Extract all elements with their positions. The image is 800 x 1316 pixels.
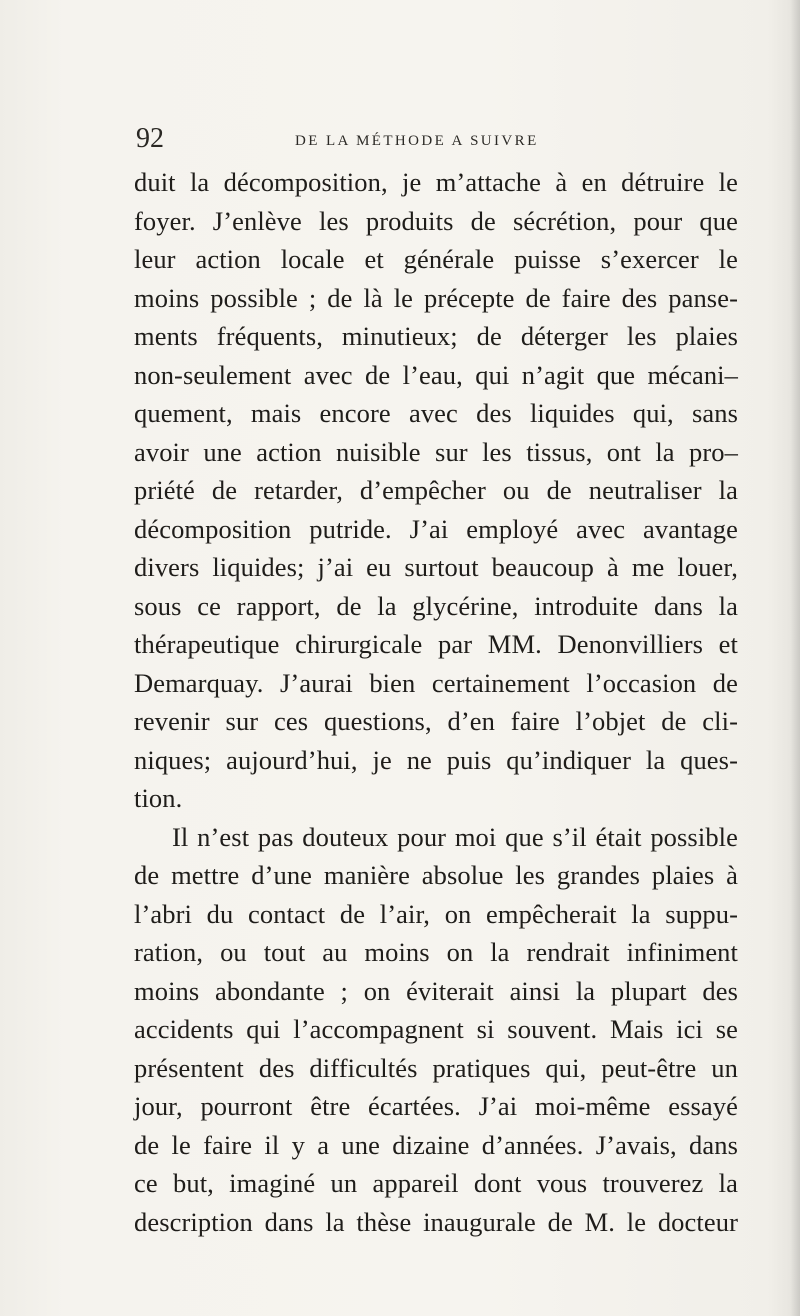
text-line: ments fréquents, minutieux; de déterger les plaies [134,321,738,351]
text-line: leur action locale et générale puisse s’exercer le [134,244,738,274]
text-line: niques; aujourd’hui, je ne puis qu’indiquer la ques- [134,744,738,775]
text-line: l’abri du contact de l’air, on empêcherait la suppu- [134,898,738,929]
text-line: décomposition putride. J’ai employé avec avantage [134,513,738,544]
text-line: thérapeutique chirurgicale par MM. Denonvilliers et [134,629,738,659]
running-title: DE LA MÉTHODE A SUIVRE [295,133,539,149]
text-line: moins abondante ; on éviterait ainsi la plupart des [134,975,738,1006]
page-number: 92 [136,123,164,154]
text-line: ce but, imaginé un appareil dont vous trouverez la [134,1168,738,1198]
text-line: non-seulement avec de l’eau, qui n’agit que mécani– [134,359,738,390]
text-line: revenir sur ces questions, d’en faire l’objet de cli- [134,706,738,736]
text-line: ration, ou tout au moins on la rendrait infiniment [134,937,738,967]
text-line: jour, pourront être écartées. J’ai moi-même essayé [134,1091,738,1121]
text-line: foyer. J’enlève les produits de sécrétion, pour que [134,205,738,236]
running-header [136,122,696,156]
paragraph-start-line: Il n’est pas douteux pour moi que s’il était possible [172,821,738,852]
text-line: description dans la thèse inaugurale de M. le docteur [134,1206,738,1237]
text-line: Demarquay. J’aurai bien certainement l’occasion de [134,667,738,698]
text-line: divers liquides; j’ai eu surtout beaucoup à me louer, [134,552,738,582]
text-line: quement, mais encore avec des liquides qui, sans [134,398,738,428]
text-line: de mettre d’une manière absolue les grandes plaies à [134,860,738,890]
text-line: accidents qui l’accompagnent si souvent. Mais ici se [134,1014,738,1044]
text-line: avoir une action nuisible sur les tissus, ont la pro– [134,436,738,467]
text-line: priété de retarder, d’empêcher ou de neutraliser la [134,475,738,505]
text-line: présentent des difficultés pratiques qui, peut-être un [134,1052,738,1083]
text-line: sous ce rapport, de la glycérine, introduite dans la [134,590,738,621]
text-line: de le faire il y a une dizaine d’années. J’avais, dans [134,1129,738,1160]
body-text [134,163,738,1241]
page-edge-shadow [790,0,800,1316]
paragraph-end-line: tion. [134,783,183,813]
text-line: duit la décomposition, je m’attache à en détruire le [134,167,738,197]
text-line: moins possible ; de là le précepte de faire des panse- [134,282,738,313]
